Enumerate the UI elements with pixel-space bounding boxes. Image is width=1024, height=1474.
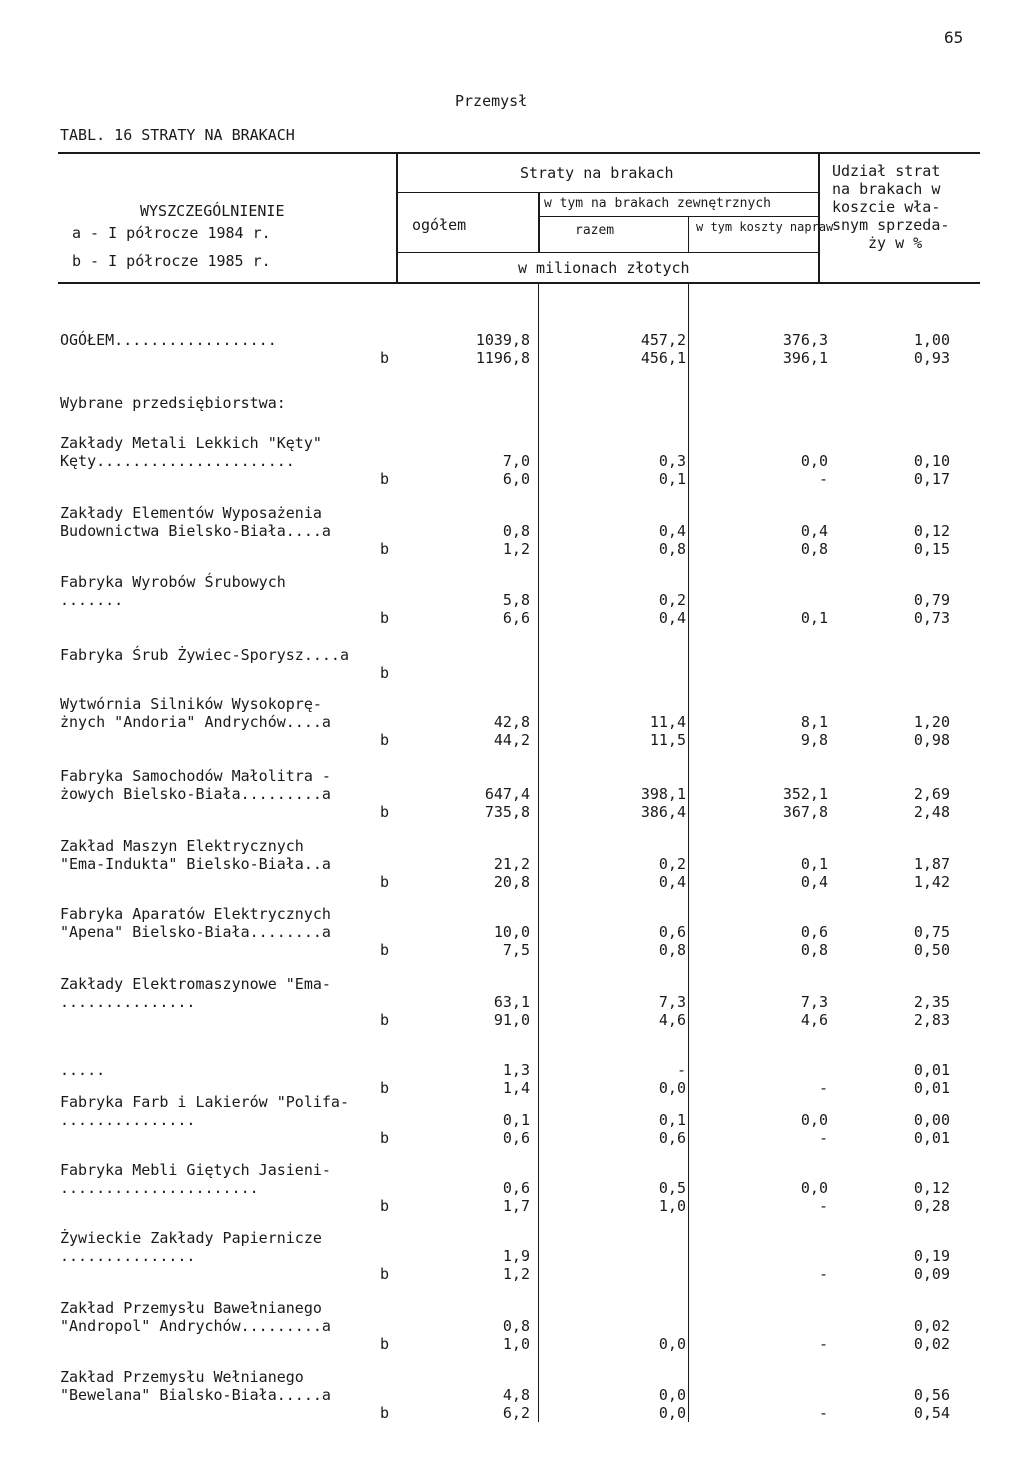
cell-a-ogolem: 647,4 — [484, 785, 530, 803]
cell-b-udzial: 0,93 — [913, 349, 950, 367]
cell-a-udzial: 0,01 — [913, 1061, 950, 1079]
cell-a-udzial: 1,87 — [913, 855, 950, 873]
cell-a-razem: 0,6 — [658, 923, 686, 941]
cell-b-razem: 0,0 — [658, 1335, 686, 1353]
row-label-cont: żnych "Andoria" Andrychów....a — [60, 713, 331, 731]
cell-b-razem: 11,5 — [649, 731, 686, 749]
cell-b-ogolem: 7,5 — [502, 941, 530, 959]
cell-a-razem: 0,2 — [658, 591, 686, 609]
cell-b-koszty: 0,8 — [800, 540, 828, 558]
cell-b-udzial: 2,48 — [913, 803, 950, 821]
cell-b-udzial: 0,50 — [913, 941, 950, 959]
cell-b-razem: 0,0 — [658, 1404, 686, 1422]
cell-a-ogolem: 1,3 — [502, 1061, 530, 1079]
cell-b-ogolem: 735,8 — [484, 803, 530, 821]
row-label: Zakład Przemysłu Bawełnianego — [60, 1299, 322, 1317]
row-label-cont: ............... — [60, 1111, 196, 1129]
cell-b-udzial: 2,83 — [913, 1011, 950, 1029]
cell-b-ogolem: 0,6 — [502, 1129, 530, 1147]
row-b-marker: b — [380, 1335, 390, 1353]
cell-b-ogolem: 1,4 — [502, 1079, 530, 1097]
cell-a-udzial: 0,00 — [913, 1111, 950, 1129]
body-divider-2 — [688, 282, 689, 1422]
cell-b-koszty: - — [818, 1079, 828, 1097]
row-label: Fabryka Śrub Żywiec-Sporysz....a — [60, 646, 349, 664]
table-title: TABL. 16 STRATY NA BRAKACH — [60, 126, 295, 144]
cell-b-ogolem: 1,2 — [502, 540, 530, 558]
cell-a-ogolem: 0,8 — [502, 1317, 530, 1335]
row-b-marker: b — [380, 941, 390, 959]
cell-a-razem: 0,1 — [658, 1111, 686, 1129]
cell-a-koszty: 7,3 — [800, 993, 828, 1011]
cell-b-koszty: - — [818, 1265, 828, 1283]
row-b-marker: b — [380, 664, 390, 682]
cell-b-koszty: 0,8 — [800, 941, 828, 959]
cell-b-ogolem: 1,0 — [502, 1335, 530, 1353]
row-b-marker: b — [380, 609, 390, 627]
row-label: Wytwórnia Silników Wysokoprę- — [60, 695, 322, 713]
cell-a-ogolem: 7,0 — [502, 452, 530, 470]
row-label-cont: żowych Bielsko-Biała.........a — [60, 785, 331, 803]
spec-title: WYSZCZEGÓLNIENIE — [140, 202, 285, 220]
cell-a-koszty: 8,1 — [800, 713, 828, 731]
cell-a-koszty: 0,0 — [800, 1111, 828, 1129]
cell-b-udzial: 0,01 — [913, 1079, 950, 1097]
row-label: Fabryka Samochodów Małolitra - — [60, 767, 331, 785]
cell-b-razem: 0,8 — [658, 540, 686, 558]
cell-a-udzial: 1,20 — [913, 713, 950, 731]
cell-b-ogolem: 91,0 — [493, 1011, 530, 1029]
cell-b-udzial: 0,98 — [913, 731, 950, 749]
cell-b-razem: 456,1 — [640, 349, 686, 367]
cell-b-razem: 0,8 — [658, 941, 686, 959]
row-label: Zakład Przemysłu Wełnianego — [60, 1368, 304, 1386]
cell-b-ogolem: 1,2 — [502, 1265, 530, 1283]
cell-a-koszty: 0,6 — [800, 923, 828, 941]
row-label-cont: ....... — [60, 591, 124, 609]
cell-a-koszty: 0,4 — [800, 522, 828, 540]
cell-b-razem: 386,4 — [640, 803, 686, 821]
row-label-cont: "Bewelana" Bialsko-Biała.....a — [60, 1386, 331, 1404]
cell-b-razem: 0,1 — [658, 470, 686, 488]
cell-b-koszty: - — [818, 1335, 828, 1353]
cell-a-razem: 0,5 — [658, 1179, 686, 1197]
cell-a-udzial: 2,69 — [913, 785, 950, 803]
cell-a-koszty: 376,3 — [782, 331, 828, 349]
body-divider-1 — [538, 282, 539, 1422]
row-label: Fabryka Wyrobów Śrubowych — [60, 573, 286, 591]
spec-b: b - I półrocze 1985 r. — [72, 252, 271, 270]
cell-b-ogolem: 44,2 — [493, 731, 530, 749]
udzial-header-2: na brakach w — [832, 180, 941, 198]
cell-b-koszty: - — [818, 1129, 828, 1147]
cell-b-udzial: 0,09 — [913, 1265, 950, 1283]
cell-a-ogolem: 0,6 — [502, 1179, 530, 1197]
row-b-marker: b — [380, 540, 390, 558]
udzial-header-5: ży w % — [868, 234, 923, 252]
cell-b-ogolem: 6,6 — [502, 609, 530, 627]
header-rule-straty — [396, 192, 818, 193]
page-number: 65 — [944, 28, 964, 47]
cell-a-ogolem: 10,0 — [493, 923, 530, 941]
header-rule-unit — [396, 252, 818, 253]
row-label: OGÓŁEM.................. — [60, 331, 277, 349]
row-label: Zakłady Elektromaszynowe "Ema- — [60, 975, 331, 993]
cell-a-udzial: 0,75 — [913, 923, 950, 941]
cell-b-koszty: - — [818, 470, 828, 488]
cell-a-ogolem: 0,8 — [502, 522, 530, 540]
row-label: Fabryka Farb i Lakierów "Polifa- — [60, 1093, 349, 1111]
cell-b-koszty: 367,8 — [782, 803, 828, 821]
cell-b-razem: 0,6 — [658, 1129, 686, 1147]
udzial-header-4: snym sprzeda- — [832, 216, 950, 234]
cell-b-udzial: 0,02 — [913, 1335, 950, 1353]
cell-a-ogolem: 0,1 — [502, 1111, 530, 1129]
cell-a-udzial: 0,10 — [913, 452, 950, 470]
cell-b-koszty: - — [818, 1197, 828, 1215]
cell-b-udzial: 1,42 — [913, 873, 950, 891]
cell-a-udzial: 0,79 — [913, 591, 950, 609]
row-b-marker: b — [380, 803, 390, 821]
cell-b-ogolem: 1,7 — [502, 1197, 530, 1215]
row-b-marker: b — [380, 731, 390, 749]
row-b-marker: b — [380, 349, 390, 367]
row-label: Zakład Maszyn Elektrycznych — [60, 837, 304, 855]
row-b-marker: b — [380, 1079, 390, 1097]
cell-b-koszty: 9,8 — [800, 731, 828, 749]
cell-b-ogolem: 6,2 — [502, 1404, 530, 1422]
cell-a-razem: 398,1 — [640, 785, 686, 803]
cell-b-razem: 0,4 — [658, 873, 686, 891]
header-rule-wtym — [538, 216, 818, 217]
row-label-cont: Budownictwa Bielsko-Biała....a — [60, 522, 331, 540]
row-b-marker: b — [380, 1197, 390, 1215]
row-label: Żywieckie Zakłady Papiernicze — [60, 1229, 322, 1247]
koszty-header: w tym koszty napraw — [696, 220, 834, 234]
row-label: Zakłady Elementów Wyposażenia — [60, 504, 322, 522]
cell-b-ogolem: 20,8 — [493, 873, 530, 891]
cell-a-razem: 0,2 — [658, 855, 686, 873]
row-label-cont: ...................... — [60, 1179, 259, 1197]
header-divider-3 — [538, 192, 540, 252]
cell-a-razem: 7,3 — [658, 993, 686, 1011]
udzial-header-3: koszcie wła- — [832, 198, 941, 216]
header-divider-1 — [396, 152, 398, 282]
row-b-marker: b — [380, 470, 390, 488]
cell-b-ogolem: 6,0 — [502, 470, 530, 488]
row-b-marker: b — [380, 873, 390, 891]
cell-a-koszty: 0,0 — [800, 1179, 828, 1197]
cell-a-udzial: 0,19 — [913, 1247, 950, 1265]
cell-a-ogolem: 1039,8 — [475, 331, 530, 349]
cell-b-razem: 4,6 — [658, 1011, 686, 1029]
row-label-cont: Kęty...................... — [60, 452, 295, 470]
row-b-marker: b — [380, 1011, 390, 1029]
ogolem-header: ogółem — [412, 216, 467, 234]
cell-a-udzial: 0,56 — [913, 1386, 950, 1404]
row-label-cont: "Andropol" Andrychów.........a — [60, 1317, 331, 1335]
cell-a-razem: 0,3 — [658, 452, 686, 470]
header-top-rule — [58, 152, 980, 154]
header-divider-2 — [818, 152, 820, 282]
row-label-cont: "Apena" Bielsko-Biała........a — [60, 923, 331, 941]
cell-a-razem: 0,0 — [658, 1386, 686, 1404]
section-label: Wybrane przedsiębiorstwa: — [60, 394, 286, 412]
cell-b-koszty: 396,1 — [782, 349, 828, 367]
cell-b-razem: 0,4 — [658, 609, 686, 627]
row-label: Fabryka Aparatów Elektrycznych — [60, 905, 331, 923]
cell-b-udzial: 0,15 — [913, 540, 950, 558]
cell-a-koszty: 0,1 — [800, 855, 828, 873]
row-label-cont: ............... — [60, 1247, 196, 1265]
wtym-header: w tym na brakach zewnętrznych — [544, 196, 771, 211]
cell-a-koszty: 0,0 — [800, 452, 828, 470]
razem-header: razem — [575, 223, 615, 238]
row-label-cont: ..... — [60, 1061, 106, 1079]
cell-a-ogolem: 5,8 — [502, 591, 530, 609]
cell-a-udzial: 0,12 — [913, 1179, 950, 1197]
section-title: Przemysł — [455, 92, 528, 110]
row-b-marker: b — [380, 1129, 390, 1147]
cell-a-razem: 457,2 — [640, 331, 686, 349]
spec-a: a - I półrocze 1984 r. — [72, 224, 271, 242]
cell-a-ogolem: 63,1 — [493, 993, 530, 1011]
row-label: Fabryka Mebli Giętych Jasieni- — [60, 1161, 331, 1179]
cell-b-udzial: 0,54 — [913, 1404, 950, 1422]
cell-b-razem: 1,0 — [658, 1197, 686, 1215]
cell-b-koszty: 4,6 — [800, 1011, 828, 1029]
cell-b-udzial: 0,01 — [913, 1129, 950, 1147]
cell-b-koszty: - — [818, 1404, 828, 1422]
header-divider-4 — [688, 216, 689, 252]
row-b-marker: b — [380, 1404, 390, 1422]
cell-b-koszty: 0,4 — [800, 873, 828, 891]
cell-a-ogolem: 1,9 — [502, 1247, 530, 1265]
header-bottom-rule — [58, 282, 980, 284]
cell-b-udzial: 0,28 — [913, 1197, 950, 1215]
row-b-marker: b — [380, 1265, 390, 1283]
row-label: Zakłady Metali Lekkich "Kęty" — [60, 434, 322, 452]
row-label-cont: "Ema-Indukta" Bielsko-Biała..a — [60, 855, 331, 873]
cell-a-razem: 11,4 — [649, 713, 686, 731]
straty-header: Straty na brakach — [520, 164, 674, 182]
cell-a-udzial: 0,12 — [913, 522, 950, 540]
cell-a-ogolem: 42,8 — [493, 713, 530, 731]
cell-a-razem: - — [676, 1061, 686, 1079]
cell-a-ogolem: 4,8 — [502, 1386, 530, 1404]
cell-a-koszty: 352,1 — [782, 785, 828, 803]
cell-b-udzial: 0,17 — [913, 470, 950, 488]
row-label-cont: ............... — [60, 993, 196, 1011]
cell-b-koszty: 0,1 — [800, 609, 828, 627]
cell-b-ogolem: 1196,8 — [475, 349, 530, 367]
cell-a-udzial: 1,00 — [913, 331, 950, 349]
cell-b-razem: 0,0 — [658, 1079, 686, 1097]
cell-a-udzial: 2,35 — [913, 993, 950, 1011]
cell-a-razem: 0,4 — [658, 522, 686, 540]
unit-header: w milionach złotych — [518, 259, 690, 277]
cell-a-ogolem: 21,2 — [493, 855, 530, 873]
cell-a-udzial: 0,02 — [913, 1317, 950, 1335]
cell-b-udzial: 0,73 — [913, 609, 950, 627]
udzial-header-1: Udział strat — [832, 162, 941, 180]
